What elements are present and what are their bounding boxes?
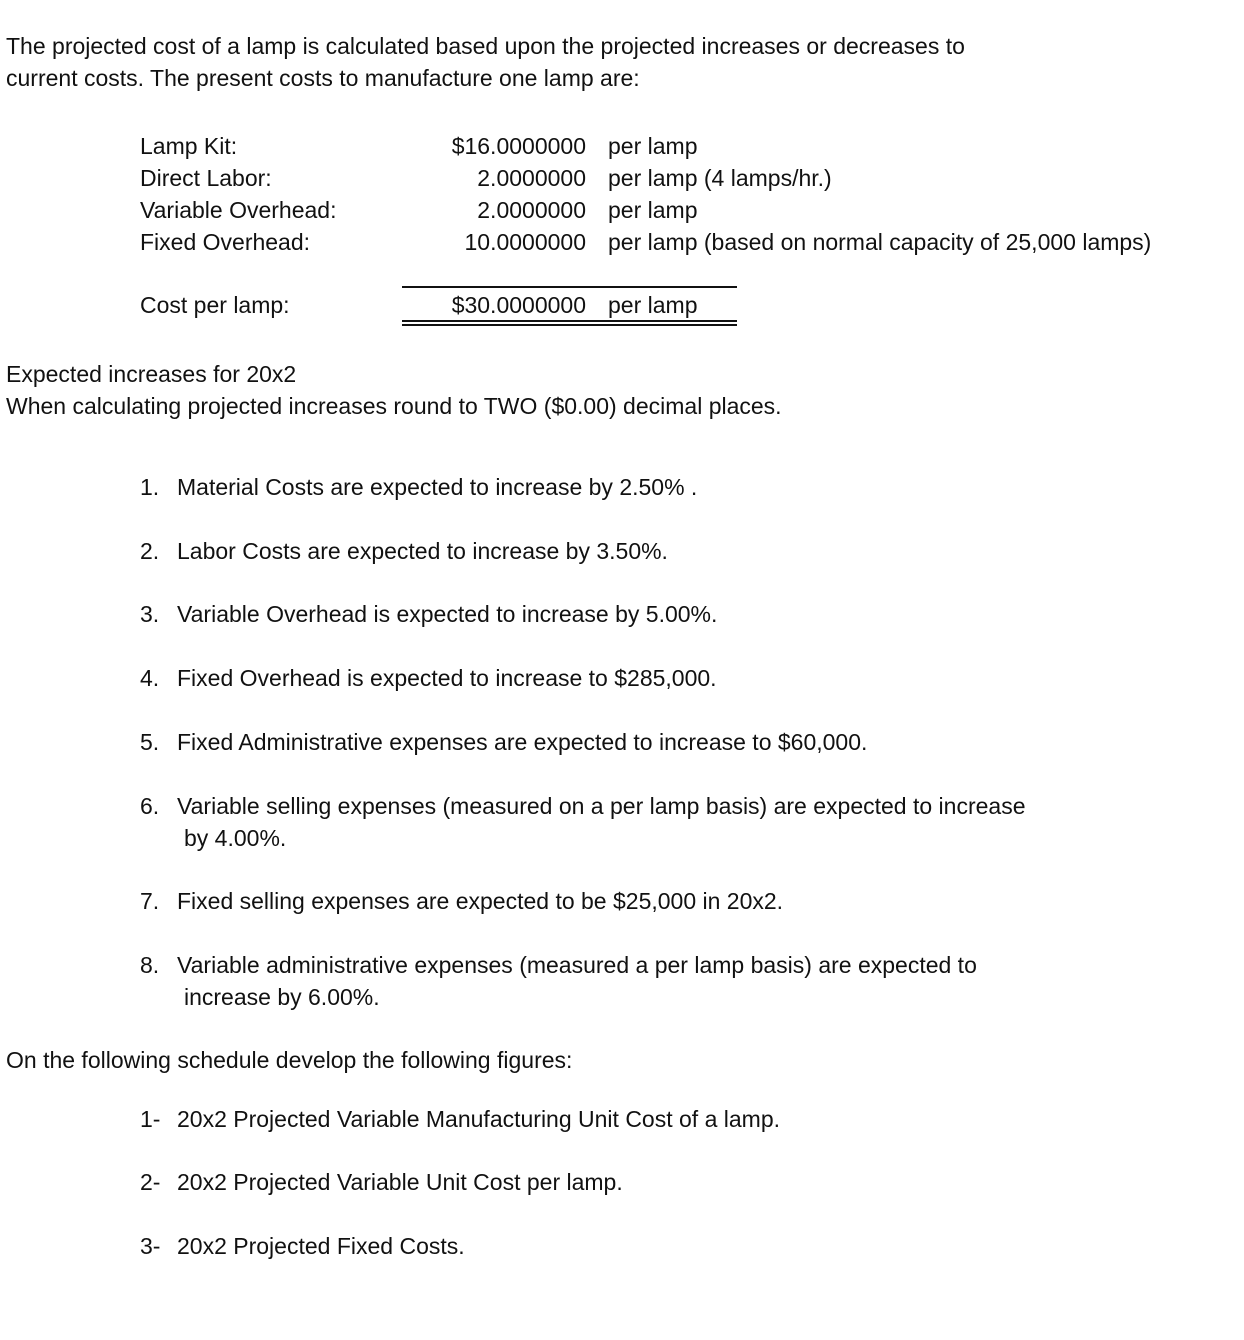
cost-row-unit: per lamp <box>608 133 698 159</box>
schedule-heading: On the following schedule develop the following figures: <box>6 1047 573 1073</box>
list-item-text: Fixed Administrative expenses are expected to increase to $60,000. <box>177 729 868 755</box>
list-item-text: Labor Costs are expected to increase by 3.50%. <box>177 538 668 564</box>
list-item-text: Fixed selling expenses are expected to be $25,000 in 20x2. <box>177 888 784 914</box>
cost-row-label: Fixed Overhead: <box>140 229 311 255</box>
list-item-text: Material Costs are expected to increase by 2.50% . <box>177 474 698 500</box>
list-item-text: 20x2 Projected Fixed Costs. <box>177 1233 465 1259</box>
list-item-number: 5. <box>140 729 160 755</box>
cost-row-amount: 10.0000000 <box>464 229 586 255</box>
list-item-text: Variable selling expenses (measured on a per lamp basis) are expected to increase <box>177 793 1026 819</box>
list-item-number: 6. <box>140 793 160 819</box>
list-item-text-continued: increase by 6.00%. <box>184 984 380 1010</box>
double-rule-top <box>402 320 737 322</box>
double-rule-bottom <box>402 324 737 326</box>
rounding-note: When calculating projected increases round to TWO ($0.00) decimal places. <box>6 393 782 419</box>
subtotal-rule <box>402 286 737 288</box>
cost-row-label: Direct Labor: <box>140 165 272 191</box>
cost-row-amount: 2.0000000 <box>477 165 586 191</box>
cost-row-unit: per lamp (based on normal capacity of 25,000 lamps) <box>608 229 1152 255</box>
cost-row-label: Lamp Kit: <box>140 133 238 159</box>
list-item-text: 20x2 Projected Variable Manufacturing Unit Cost of a lamp. <box>177 1106 780 1132</box>
list-item-text: Variable Overhead is expected to increase by 5.00%. <box>177 601 718 627</box>
list-item-number: 2- <box>140 1169 161 1195</box>
cost-row-label: Variable Overhead: <box>140 197 337 223</box>
cost-total-label: Cost per lamp: <box>140 292 290 318</box>
cost-total-unit: per lamp <box>608 292 698 318</box>
cost-row-amount: $16.0000000 <box>451 133 586 159</box>
list-item-number: 1. <box>140 474 160 500</box>
intro-line-1: The projected cost of a lamp is calculated based upon the projected increases or decreases to <box>6 33 965 59</box>
list-item-number: 8. <box>140 952 160 978</box>
list-item-number: 4. <box>140 665 160 691</box>
list-item-text: Fixed Overhead is expected to increase to $285,000. <box>177 665 717 691</box>
cost-row-unit: per lamp (4 lamps/hr.) <box>608 165 832 191</box>
cost-row-unit: per lamp <box>608 197 698 223</box>
cost-total-amount: $30.0000000 <box>451 292 586 318</box>
list-item-text-continued: by 4.00%. <box>184 825 287 851</box>
list-item-text: Variable administrative expenses (measured a per lamp basis) are expected to <box>177 952 977 978</box>
cost-row-amount: 2.0000000 <box>477 197 586 223</box>
list-item-number: 1- <box>140 1106 161 1132</box>
list-item-number: 3. <box>140 601 160 627</box>
intro-line-2: current costs. The present costs to manufacture one lamp are: <box>6 65 640 91</box>
list-item-text: 20x2 Projected Variable Unit Cost per lamp. <box>177 1169 623 1195</box>
list-item-number: 7. <box>140 888 160 914</box>
list-item-number: 3- <box>140 1233 161 1259</box>
increases-heading: Expected increases for 20x2 <box>6 361 297 387</box>
list-item-number: 2. <box>140 538 160 564</box>
